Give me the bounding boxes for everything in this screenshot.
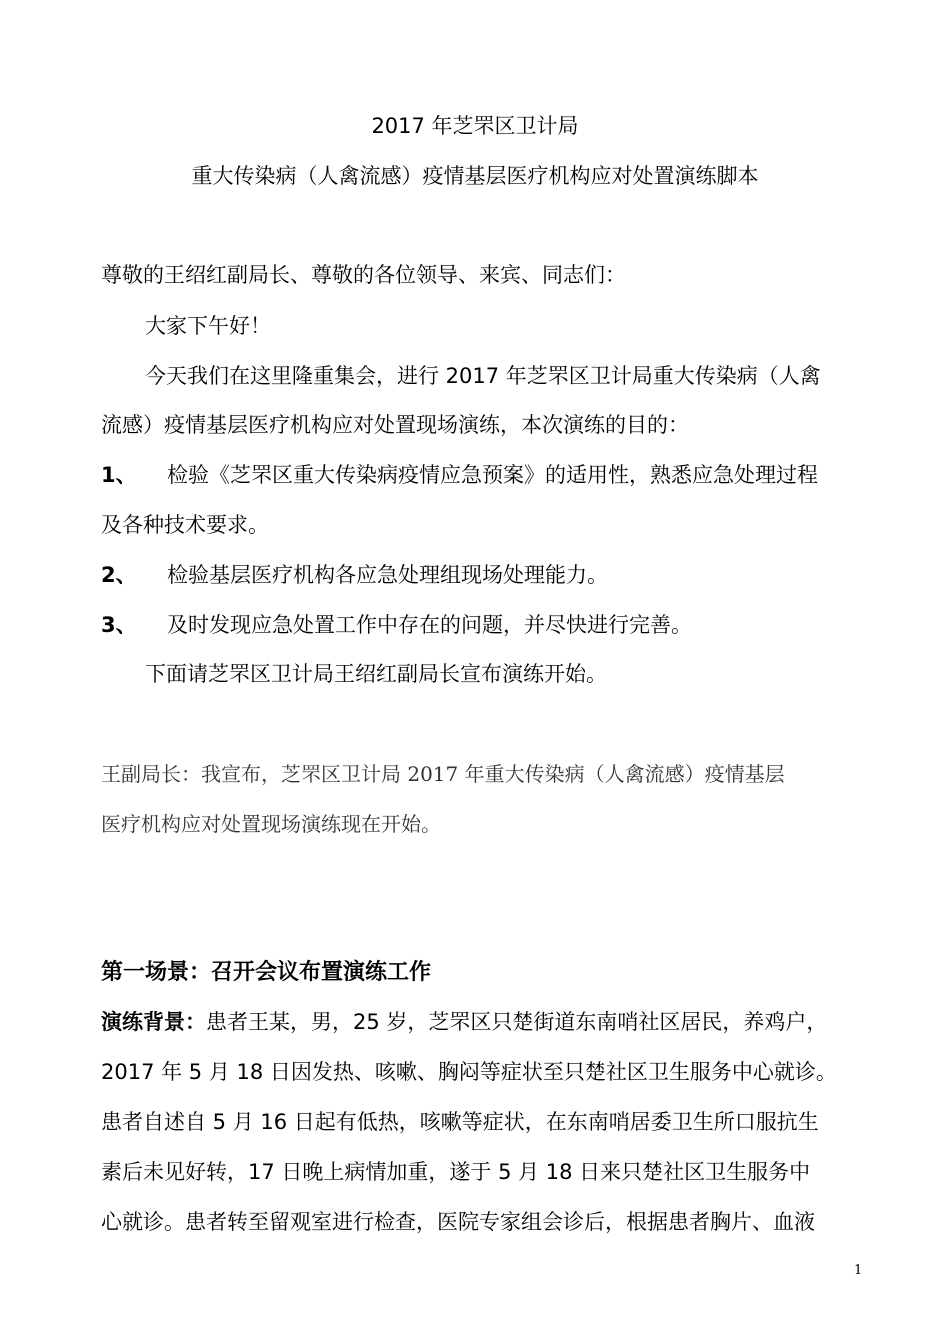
goal-item-1: [101, 460, 818, 490]
goal-number: 3、: [101, 613, 137, 637]
invite-line: 下面请芝罘区卫计局王绍红副局长宣布演练开始。: [145, 662, 607, 686]
scene-background-line-5: 心就诊。患者转至留观室进行检查，医院专家组会诊后，根据患者胸片、血液: [101, 1210, 815, 1234]
scene-background-line-2: 2017 年 5 月 18 日因发热、咳嗽、胸闷等症状至只楚社区卫生服务中心就诊。: [101, 1060, 837, 1084]
background-label: 演练背景：: [101, 1010, 206, 1034]
goal-number: 1、: [101, 463, 137, 487]
scene-background-line-1: [101, 1007, 827, 1037]
title-line-2: 重大传染病（人禽流感）疫情基层医疗机构应对处置演练脚本: [191, 164, 759, 188]
greeting-hello: 大家下午好！: [145, 314, 271, 338]
goal-text: 检验《芝罘区重大传染病疫情应急预案》的适用性，熟悉应急处理过程: [167, 463, 818, 487]
goal-number: 2、: [101, 563, 137, 587]
goal-item-3: [101, 610, 692, 640]
announcement-line-1: 王副局长：我宣布，芝罘区卫计局 2017 年重大传染病（人禽流感）疫情基层: [101, 762, 785, 786]
intro-line-1: 今天我们在这里隆重集会，进行 2017 年芝罘区卫计局重大传染病（人禽: [145, 364, 821, 388]
goal-text: 及时发现应急处置工作中存在的问题，并尽快进行完善。: [167, 613, 692, 637]
goal-item-2: [101, 560, 608, 590]
page-number: 1: [854, 1263, 863, 1278]
intro-line-2: 流感）疫情基层医疗机构应对处置现场演练，本次演练的目的：: [101, 413, 689, 437]
announcement-line-2: 医疗机构应对处置现场演练现在开始。: [101, 812, 441, 836]
background-text: 患者王某，男，25 岁，芝罘区只楚街道东南哨社区居民，养鸡户，: [206, 1010, 828, 1034]
salutation: 尊敬的王绍红副局长、尊敬的各位领导、来宾、同志们：: [101, 263, 626, 287]
scene-heading: 第一场景：召开会议布置演练工作: [101, 959, 432, 985]
goal-text: 检验基层医疗机构各应急处理组现场处理能力。: [167, 563, 608, 587]
scene-background-line-4: 素后未见好转，17 日晚上病情加重，遂于 5 月 18 日来只楚社区卫生服务中: [101, 1160, 811, 1184]
scene-background-line-3: 患者自述自 5 月 16 日起有低热，咳嗽等症状，在东南哨居委卫生所口服抗生: [101, 1110, 819, 1134]
title-line-1: 2017 年芝罘区卫计局: [371, 114, 579, 138]
goal-item-1-continued: 及各种技术要求。: [101, 513, 269, 537]
